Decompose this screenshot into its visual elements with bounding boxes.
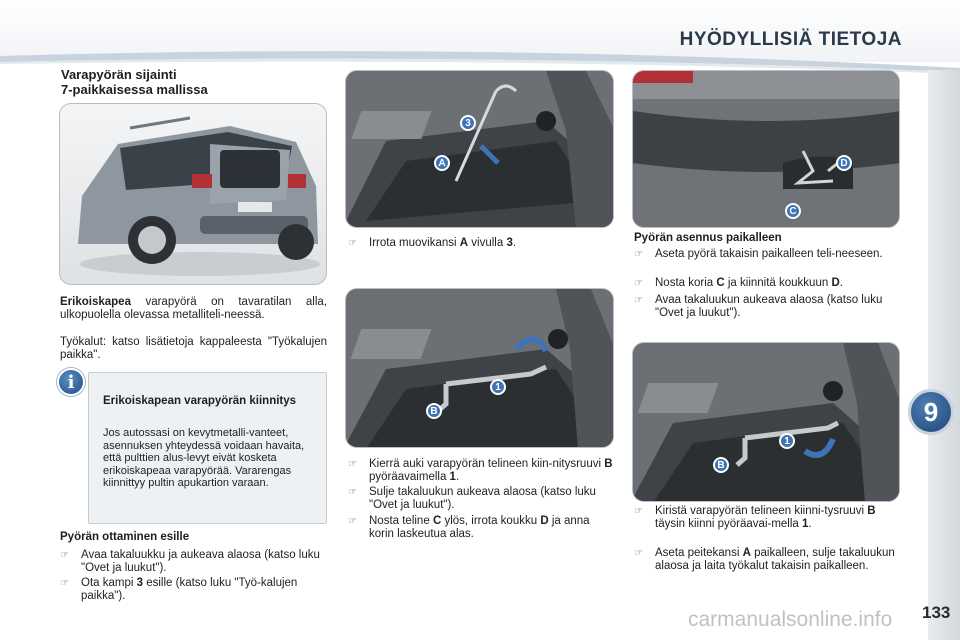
page-heading: HYÖDYLLISIÄ TIETOJA [679,29,902,50]
install-step-2: ☞ Nosta koria C ja kiinnitä koukkuun D. [634,277,843,289]
removal-step-1-text: Avaa takaluukku ja aukeava alaosa (katso luku "Ovet ja luukut"). [81,549,320,574]
watermark: carmanualsonline.info [688,608,893,631]
final-step-2: ☞ Aseta peitekansi A paikalleen, sulje takaluukun alaosa ja laita työkalut takaisin paikalleen. [634,547,895,572]
side-tab-strip [928,70,960,640]
bullet-hand-icon: ☞ [348,516,357,527]
info-box [88,372,327,524]
middle-step-1: ☞ Irrota muovikansi A vivulla 3. [348,237,517,249]
section-title [61,67,321,97]
final-step-1: ☞ Kiristä varapyörän telineen kiinni-tysruuvi B täysin kiinni pyöräavai-mella 1. [634,505,876,530]
figure-tighten-bolt [632,342,900,502]
bullet-hand-icon: ☞ [348,238,357,249]
removal-step-1 [60,549,327,575]
install-step-1: ☞ Aseta pyörä takaisin paikalleen teli-neeseen. [634,248,883,260]
section-title-line2: 7-paikkaisessa mallissa [61,82,208,97]
bullet-hand-icon: ☞ [60,550,69,561]
bullet-hand-icon: ☞ [60,578,69,589]
callout-B: B [426,403,442,419]
info-title: Erikoiskapean varapyörän kiinnitys [103,395,297,407]
bullet-hand-icon: ☞ [634,506,643,517]
bullet-hand-icon: ☞ [348,459,357,470]
figure-bumper-hook [632,70,900,228]
callout-1: 1 [490,379,506,395]
callout-D: D [836,155,852,171]
car-rear-illustration [59,103,327,285]
info-text: Jos autossasi on kevytmetalli-vanteet, asennuksen yhteydessä voidaan havaita, että pulttien alus-levyt eivät kosketa erikoiskapeaa varapyörää. Vararengas kiinnittyy pultin apukartion varaan. [103,427,305,489]
callout-C: C [785,203,801,219]
bullet-hand-icon: ☞ [634,548,643,559]
install-step-3: ☞ Avaa takaluukun aukeava alaosa (katso luku "Ovet ja luukut"). [634,294,883,319]
install-heading: Pyörän asennus paikalleen [634,232,782,244]
callout-A: A [434,155,450,171]
para-location [60,296,327,322]
car-drawing [60,104,327,285]
bullet-hand-icon: ☞ [634,278,643,289]
para-location-bold: Erikoiskapea [60,296,131,308]
para-location-text: varapyörä on tavaratilan alla, ulkopuolella olevassa metalliteli-neessä. [60,296,327,321]
removal-step-2: ☞ Ota kampi 3 esille (katso luku "Työ-kalujen paikka"). [60,577,298,602]
middle-step-2: ☞ Kierrä auki varapyörän telineen kiin-nitysruuvi B pyöräavaimella 1. [348,458,613,483]
removal-heading: Pyörän ottaminen esille [60,531,190,543]
callout-1: 1 [779,433,795,449]
middle-step-4: ☞ Nosta teline C ylös, irrota koukku D ja anna korin laskeutua alas. [348,515,590,540]
figure-wrench-bolt [345,288,614,448]
figure-trunk-cover [345,70,614,228]
info-icon: i [57,368,85,396]
bullet-hand-icon: ☞ [634,249,643,260]
bullet-hand-icon: ☞ [348,487,357,498]
middle-step-3: ☞ Sulje takaluukun aukeava alaosa (katso luku "Ovet ja luukut"). [348,486,596,511]
section-title-line1: Varapyörän sijainti [61,67,177,82]
callout-3: 3 [460,115,476,131]
bullet-hand-icon: ☞ [634,295,643,306]
page-number: 133 [922,603,951,622]
chapter-badge[interactable]: 9 [908,389,954,435]
para-tools: Työkalut: katso lisätietoja kappaleesta "Työkalujen paikka". [60,336,327,361]
callout-B: B [713,457,729,473]
